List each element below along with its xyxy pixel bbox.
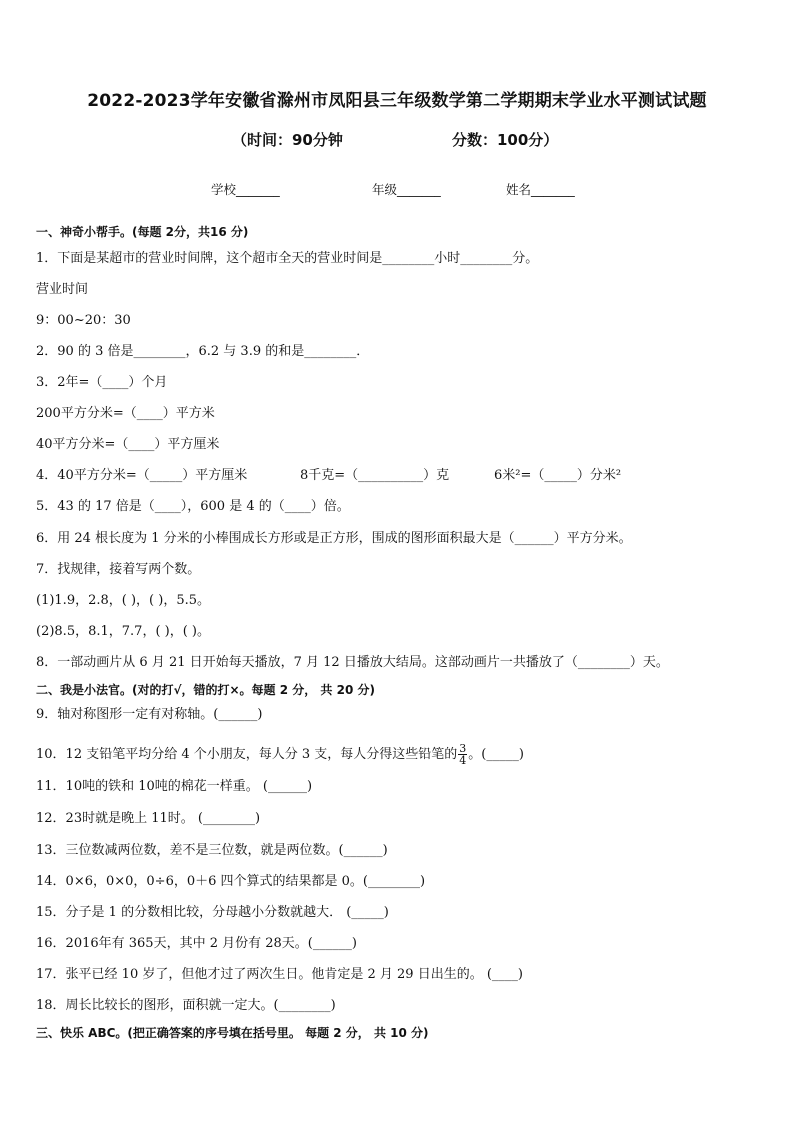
question-15: 15．分子是 1 的分数相比较，分母越小分数就越大． (_____) [36,905,389,920]
section-2-heading: 二、我是小法官。(对的打√，错的打×。每题 2 分， 共 20 分) [36,683,375,697]
question-10-text: 10．12 支铅笔平均分给 4 个小朋友，每人分 3 支，每人分得这些铅笔的 [36,747,458,762]
question-1-sign-title: 营业时间 [36,282,89,297]
question-1-sign-hours: 9：00~20：30 [36,313,131,328]
question-11: 11．10吨的铁和 10吨的棉花一样重。 (______) [36,779,313,794]
question-13: 13．三位数减两位数，差不是三位数，就是两位数。(______) [36,843,388,858]
question-7: 7．找规律，接着写两个数。 [36,562,201,577]
question-7-part-2: (2)8.5，8.1，7.7，( )，( )。 [36,624,210,639]
school-field: 学校_______ [211,182,280,197]
question-3b: 200平方分米=（____）平方米 [36,406,215,421]
question-8: 8．一部动画片从 6 月 21 日开始每天播放，7 月 12 日播放大结局。这部动画片一共播放了（________）天。 [36,655,669,670]
exam-title: 2022-2023学年安徽省滁州市凤阳县三年级数学第二学期期末学业水平测试试题 [87,91,707,111]
question-2: 2．90 的 3 倍是________，6.2 与 3.9 的和是________． [36,344,370,359]
question-10-answer: 。(_____) [468,747,524,762]
fraction-denominator: 4 [459,754,467,767]
question-4a: 4．40平方分米=（_____）平方厘米 [36,468,248,483]
question-3c: 40平方分米=（____）平方厘米 [36,437,220,452]
question-4c: 6米²=（_____）分米² [494,468,622,483]
question-18: 18．周长比较长的图形，面积就一定大。(________) [36,998,336,1013]
fraction [458,743,467,766]
question-5: 5．43 的 17 倍是（____），600 是 4 的（____）倍。 [36,499,350,514]
section-3-heading: 三、快乐 ABC。(把正确答案的序号填在括号里。 每题 2 分， 共 10 分) [36,1026,429,1040]
question-1: 1．下面是某超市的营业时间牌，这个超市全天的营业时间是________小时________分。 [36,251,539,266]
question-14: 14．0×6，0×0，0÷6，0＋6 四个算式的结果都是 0。(________) [36,874,426,889]
question-3a: 3．2年=（____）个月 [36,375,168,390]
grade-field: 年级_______ [372,182,441,197]
question-17: 17．张平已经 10 岁了，但他才过了两次生日。他肯定是 2 月 29 日出生的。 (____) [36,967,523,982]
exam-time: （时间：90分钟 [232,131,343,149]
exam-score: 分数：100分） [452,131,559,149]
question-12: 12．23时就是晚上 11时。 (________) [36,811,261,826]
name-field: 姓名_______ [506,182,575,197]
question-16: 16．2016年有 365天，其中 2 月份有 28天。(______) [36,936,357,951]
question-9: 9．轴对称图形一定有对称轴。(______) [36,707,263,722]
question-7-part-1: (1)1.9，2.8，( )，( )，5.5。 [36,593,210,608]
section-1-heading: 一、神奇小帮手。(每题 2分，共16 分) [36,225,249,239]
fraction-numerator: 3 [459,742,467,755]
question-10 [36,743,524,766]
question-6: 6．用 24 根长度为 1 分米的小棒围成长方形或是正方形，围成的图形面积最大是（______）平方分米。 [36,531,632,546]
question-4b: 8千克=（__________）克 [300,468,450,483]
